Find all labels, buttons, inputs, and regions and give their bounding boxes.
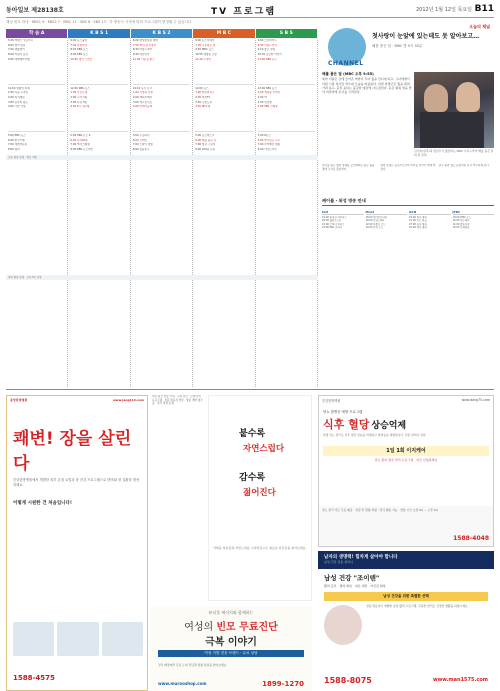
grid-separator bbox=[8, 131, 65, 132]
program-entry: 10:55 생방송 오늘 bbox=[195, 53, 217, 57]
channel-word: CHANNEL bbox=[328, 60, 364, 67]
grid-separator bbox=[258, 131, 315, 132]
cable-channel-column bbox=[409, 208, 451, 229]
ad4-headline-a: 식후 혈당 bbox=[323, 418, 370, 431]
program-entry: 6:00 브레인 bbox=[132, 138, 147, 142]
cable-program-entry: 21:00 코미디 빅리그 bbox=[322, 222, 345, 226]
program-entry: 3:00 다큐 3일 bbox=[70, 100, 88, 104]
cable-channel-name: tvN bbox=[322, 210, 364, 215]
cable-program-entry: 23:00 심야 영화 bbox=[409, 222, 427, 226]
program-entry: 7:00 빛과 그림자 bbox=[195, 143, 216, 147]
section-title: TV 프로그램 bbox=[211, 7, 277, 17]
drama-still-photo bbox=[414, 72, 494, 148]
program-entry: 4:00 6시 내고향 bbox=[70, 105, 90, 109]
ad3-phone[interactable]: 1899-1270 bbox=[262, 680, 304, 688]
cable-channel-name: JTBC bbox=[453, 210, 495, 215]
program-entry: 11:00 SBS 뉴스 bbox=[257, 57, 277, 61]
ad1-headline: 쾌변! 장을 살린다 bbox=[13, 429, 132, 474]
ad5-product-image bbox=[324, 605, 362, 645]
program-entry: 6:00 추적60분 bbox=[70, 138, 88, 142]
page-header bbox=[6, 4, 494, 18]
program-entry: 6:00 생생정보통 새벽 bbox=[132, 39, 158, 42]
program-entry: 5:00 8뉴스 bbox=[257, 134, 271, 138]
ad4-url[interactable]: www.dang75.com bbox=[461, 398, 490, 402]
timebar-afternoon: 오후 편성 안내 · 정오 이후 bbox=[6, 155, 318, 160]
ad4-brand: 중앙한방병원 bbox=[322, 399, 341, 403]
program-entry: 12:00 SBS 뉴스 bbox=[257, 86, 277, 90]
grid-separator bbox=[195, 131, 252, 132]
program-entry: 4:00 극한 직업 bbox=[8, 105, 26, 109]
program-entry: 1:00 다큐 프라임 bbox=[8, 91, 29, 95]
product-image bbox=[57, 622, 98, 656]
photo-caption: 김수현(왼쪽)과 정일우가 출연하는 MBC 수목드라마 해를 품은 달의 한 장면. bbox=[414, 149, 494, 157]
grid-column-kbs2 bbox=[131, 38, 193, 387]
photo-person-right bbox=[456, 82, 480, 112]
ad5-top-small: 남성 건강 전문 클리닉 bbox=[324, 560, 353, 564]
cable-program-entry: 21:00 미드 특급 bbox=[409, 219, 427, 223]
program-entry: 9:40 여유만만 bbox=[132, 53, 150, 57]
ad3-banner: 여성 가발 전문 브랜드 · 무료 상담 bbox=[158, 650, 304, 657]
mens-health-ad[interactable] bbox=[318, 551, 494, 691]
cable-title: 케이블 · 위성 방송 안내 bbox=[322, 198, 494, 206]
grid-column-edu bbox=[6, 38, 68, 387]
col-header-edu: 학 습 A bbox=[6, 29, 67, 38]
article-col-3: 결국 훤과 월은 운명처럼 다시 마주하게 된다. bbox=[438, 164, 490, 167]
tv-schedule-grid bbox=[6, 29, 318, 387]
ad1-product-images bbox=[13, 622, 143, 656]
today-channel-section bbox=[322, 22, 494, 387]
womens-hair-ad[interactable] bbox=[150, 606, 312, 691]
program-entry: 5:00 드림하이 bbox=[132, 134, 150, 138]
grid-separator bbox=[133, 131, 190, 132]
program-entry: 8:00 명의 bbox=[8, 148, 20, 152]
ad3-headline-a: 여성의 bbox=[184, 622, 217, 633]
cable-program-entry: 22:00 신화방송 bbox=[452, 225, 470, 229]
program-entry: 6:00 뉴스광장 bbox=[70, 39, 88, 42]
grid-column-mbc bbox=[193, 38, 255, 387]
timebar-evening: 저녁 편성 안내 · 오후 5시 이후 bbox=[6, 275, 318, 280]
program-entry: 7:30 기분좋은 날 bbox=[195, 43, 216, 47]
col-header-sbs: S B S bbox=[256, 29, 317, 38]
featured-headline: 첫사랑이 눈앞에 있는데도 못 알아보고… bbox=[372, 33, 480, 40]
ad3-url[interactable]: www.murooshop.com bbox=[158, 681, 207, 686]
ad3-headline bbox=[150, 618, 312, 633]
program-entry: 7:00 역사스페셜 bbox=[70, 143, 90, 147]
cable-program-entry: 23:00 SNL 코리아 bbox=[322, 225, 342, 229]
article-continuation bbox=[322, 164, 494, 194]
cable-program-entry: 01:00 액션 영화 bbox=[409, 225, 427, 229]
featured-article bbox=[322, 72, 412, 94]
program-entry: 6:00 뿌리깊은 나무 bbox=[257, 138, 281, 142]
program-entry: 7:00 세계견문록 bbox=[8, 143, 28, 147]
ad1-tagline: 이렇게 시원한 건 처음입니다! bbox=[13, 500, 72, 506]
article-title: 해를 품은 달 (MBC 오후 9:55) bbox=[322, 72, 374, 76]
hairpiece-ad[interactable] bbox=[150, 395, 312, 601]
article-col-2: 한편 보경은 중전으로서의 자리를 지키기 위해 애쓴다. bbox=[380, 164, 436, 171]
program-entry: 2:00 짝 bbox=[257, 95, 267, 99]
ad3-body: 전국 매장에서 무료 두피 진단과 맞춤 상담을 받아보세요. bbox=[158, 663, 228, 667]
cable-program-entry: 19:00 특선 영화 bbox=[409, 216, 427, 219]
product-image bbox=[13, 622, 54, 656]
grid-separator bbox=[70, 84, 127, 85]
cable-channel-column bbox=[366, 208, 408, 229]
ad3-headline-2: 극복 이야기 bbox=[205, 637, 257, 648]
grid-separator bbox=[133, 84, 190, 85]
program-entry: 8:00 KBS 뉴스라인 bbox=[70, 148, 93, 152]
program-entry: 5:30 엑세스 잉글리시 bbox=[8, 39, 34, 42]
cable-program-entry: 24:00 뮤직 뉴스 bbox=[365, 225, 384, 229]
ad5-info: 전문 의료진이 개발한 남성 활력 프로그램. 꾸준한 관리로 건강한 생활을 되찾으세요. bbox=[366, 604, 469, 608]
ad2-line-4: 젊어진다 bbox=[243, 488, 276, 498]
ad4-mid: 당뇨 합병증 예방 프로그램 bbox=[323, 410, 363, 414]
program-entry: 4:00 SBS 스페셜 bbox=[257, 105, 278, 109]
program-entry: 12:00 KBS 뉴스 bbox=[70, 86, 90, 90]
ad2-promo bbox=[208, 395, 312, 601]
program-entry: 8:30 아침드라마 bbox=[132, 48, 152, 52]
cable-program-entry: 20:00 슈퍼스타K bbox=[365, 219, 384, 223]
ad4-red-text: 당뇨 환자 필수 관리 프로그램 · 지금 신청하세요 bbox=[374, 457, 438, 462]
program-entry: 8:00 어린이 동요 bbox=[8, 53, 29, 57]
ad-divider bbox=[6, 389, 494, 390]
article-col-1: 연우를 닮은 월의 정체를 궁금해하던 훤은 월을 곁에 두기로 결심한다. bbox=[322, 164, 375, 171]
program-entry: 6:00 뉴스투데이 bbox=[195, 39, 215, 42]
ad4-footer: 당뇨 관리 키트 무료 제공 · 상담 후 맞춤 처방 · 전국 배송 가능 · 상담 시간 오전 9시 ~ 오후 6시 bbox=[319, 506, 493, 546]
cable-program-entry: 18:00 엠카운트다운 bbox=[365, 216, 388, 219]
diabetes-ad[interactable] bbox=[318, 395, 494, 547]
program-entry: 7:00 생활영어 bbox=[8, 48, 25, 52]
bowel-health-ad[interactable] bbox=[6, 395, 148, 691]
program-entry: 7:00 부탁해요 캡틴 bbox=[257, 143, 281, 147]
program-entry: 1:00 사랑과 전쟁 bbox=[132, 91, 153, 95]
program-entry: 12:00 뉴스 bbox=[195, 86, 209, 90]
program-entry: 6:00 한국기행 bbox=[8, 138, 25, 142]
cable-channel-name: OCN bbox=[409, 210, 451, 215]
grid-body bbox=[6, 38, 318, 387]
ad1-phone[interactable]: 1588-4575 bbox=[13, 674, 55, 682]
cable-grid bbox=[322, 208, 494, 229]
program-entry: 2:00 시사기획 bbox=[70, 95, 88, 99]
ad5-top-title: 남자의 생명력! 힘차게 살아야 합니다 bbox=[324, 555, 398, 560]
program-entry: 8:00 나이트라인 bbox=[257, 148, 277, 152]
program-entry: 5:00 KBS 뉴스 9 bbox=[70, 134, 91, 138]
ad5-list: 활력 증진 · 체력 회복 · 피로 개선 · 자신감 회복 bbox=[324, 584, 386, 588]
program-entry: 7:00 스파이 명월 bbox=[132, 143, 153, 147]
article-body: 세자 이훤은 궁에 들어온 액받이 무녀 월을 만나게 되고, 그녀에게서 어린 시절 첫사랑 연우의 모습을 떠올린다. 한편 양명군은 월을 데려가려 하고, 중전 윤씨는 불길한 예감에 사로잡힌다. 운은 훤의 명을 받아 비밀리에 조사를 시작한다. bbox=[322, 77, 412, 95]
cable-program-entry: 20:00 인수대비 bbox=[452, 219, 470, 223]
program-entry: 3:00 개그콘서트 bbox=[132, 100, 152, 104]
program-entry: 9:10 좋은 아침 bbox=[257, 48, 276, 52]
grid-column-sbs bbox=[256, 38, 318, 387]
program-entry: 4:00 연예가중계 bbox=[132, 105, 152, 109]
channel-info-bar: 채널 번호 안내 · KBS1 9 · KBS2 7 · MBC 11 · SBS 6 · EBS 13 · 각 방송사 사정에 따라 프로그램이 변경될 수 있습니다 bbox=[6, 20, 192, 24]
program-entry: 8:00 100분 토론 bbox=[195, 148, 216, 152]
ad2-line-2: 자연스럽다 bbox=[243, 444, 285, 454]
col-header-kbs1: K B S 1 bbox=[68, 29, 129, 38]
cable-program-entry: 20:00 롤러코스터 bbox=[322, 219, 342, 223]
program-entry: 7:00 아침마당 bbox=[70, 43, 88, 47]
masthead: 동아일보 제28138호 bbox=[6, 7, 64, 14]
grid-separator bbox=[195, 84, 252, 85]
grid-separator bbox=[258, 84, 315, 85]
ad3-intro: 뷰티풀 에이지와 함께하는 bbox=[208, 610, 254, 615]
program-entry: 10:30 궁금한 이야기 bbox=[257, 53, 282, 57]
cable-channel-name: Mnet bbox=[366, 210, 408, 215]
program-entry: 8:25 KBS 뉴스 bbox=[70, 48, 88, 52]
grid-separator bbox=[8, 84, 65, 85]
cable-program-entry: 19:00 화성인 바이러스 bbox=[322, 216, 347, 219]
program-entry: 11:00 이웃집 찰스 bbox=[132, 57, 155, 61]
program-entry: 9:00 KBS 뉴스 bbox=[70, 53, 88, 57]
program-entry: 3:30 무한도전 bbox=[195, 100, 212, 104]
ad5-title: 남성 건강 "조이텐" bbox=[324, 574, 380, 582]
ad4-headline bbox=[323, 416, 489, 432]
grid-column-kbs1 bbox=[68, 38, 130, 387]
program-entry: 1:00 가요무대 bbox=[70, 91, 88, 95]
ad5-body bbox=[324, 605, 488, 645]
program-entry: 3:00 런닝맨 bbox=[257, 100, 272, 104]
ad2-small-text: 가벼운 착용감과 자연스러운 스타일링으로 새로운 자신감을 찾아보세요. bbox=[213, 546, 307, 550]
program-entry: 4:30 PD수첩 bbox=[195, 105, 211, 109]
ad2-text-column: 여성 탈모 상담 안내 · 두피 진단 · 모발 관리 프로그램 · 전문 의료진 상담 · 방문 예약 접수 중 · 전국 지점 운영 bbox=[152, 395, 203, 406]
program-entry: 2:00 지식채널 bbox=[8, 95, 25, 99]
ad4-top bbox=[319, 396, 493, 405]
ad5-url[interactable]: www.man1575.com bbox=[432, 677, 488, 683]
program-entry: 6:00 해를 품은 달 bbox=[195, 138, 217, 142]
ad1-subtext: 중앙한방병원에서 개발한 복부 온열 요법과 장 건강 프로그램으로 변비와 장 질환을 개선하세요. bbox=[13, 478, 140, 487]
program-entry: 8:00 승승장구 bbox=[132, 148, 150, 152]
photo-person-left bbox=[424, 84, 448, 112]
program-entry: 2:00 해피투게더 bbox=[132, 95, 152, 99]
grid-separator bbox=[70, 131, 127, 132]
ad2-line-1: 붙수록 bbox=[239, 429, 266, 439]
ad4-phone[interactable]: 1588-4048 bbox=[453, 535, 489, 542]
ad1-brand: 중앙한방병원 bbox=[10, 398, 28, 402]
featured-subhead: 해를 품은 달 · MBC 밤 9시 55분 bbox=[372, 44, 423, 48]
program-entry: 7:50 TV소설 사랑아 bbox=[132, 43, 157, 47]
product-image bbox=[102, 622, 143, 656]
program-entry: 9:00 세계테마기행 bbox=[8, 57, 30, 61]
col-header-mbc: M B C bbox=[193, 29, 254, 38]
ad4-desc: 한방 당뇨 관리로 식후 혈당 상승을 억제하고 합병증을 예방합니다. 전문 한의사 상담. bbox=[323, 433, 427, 437]
ad1-top bbox=[7, 396, 147, 406]
today-label: 오늘의 채널 bbox=[469, 24, 490, 29]
program-entry: 1:00 생방송 투데이 bbox=[257, 91, 281, 95]
ad5-top bbox=[318, 551, 494, 569]
program-entry: 3:00 공부의 왕도 bbox=[8, 100, 29, 104]
cable-program-entry: 21:00 발효가족 bbox=[452, 222, 470, 226]
page-number: B11 bbox=[474, 4, 494, 14]
program-entry: 9:45 MBC 뉴스 bbox=[195, 48, 214, 52]
ad2-line-3: 감수록 bbox=[239, 473, 266, 483]
col-header-kbs2: K B S 2 bbox=[131, 29, 192, 38]
program-entry: 6:00 모닝와이드 bbox=[257, 39, 277, 42]
program-entry: 1:00 일일연속극 bbox=[195, 91, 215, 95]
ad4-bar: 1일 1회 이지케어 bbox=[323, 446, 489, 456]
program-entry: 12:10 뮤직 토크 bbox=[132, 86, 152, 90]
issue-date: 2012년 1월 12일 목요일 bbox=[415, 7, 472, 13]
ad5-banner: 남성 건강을 위한 특별한 선택 bbox=[324, 592, 488, 601]
ad5-phone[interactable]: 1588-8075 bbox=[324, 676, 372, 685]
grid-column-headers bbox=[6, 29, 318, 38]
ad4-headline-b: 상승억제 bbox=[371, 421, 407, 431]
channel-logo bbox=[328, 28, 368, 66]
program-entry: 8:30 아침드라마 bbox=[257, 43, 277, 47]
cable-schedule bbox=[322, 198, 494, 387]
ad3-headline-b: 빈모 무료진단 bbox=[216, 622, 278, 633]
program-entry: 6:00 영어 입문 bbox=[8, 43, 26, 47]
program-entry: 12:00 생활의 지혜 bbox=[8, 86, 30, 90]
cable-program-entry: 22:00 비틀즈 코드 bbox=[365, 222, 386, 226]
photo-background bbox=[420, 112, 484, 148]
program-entry: 11:20 드라마 bbox=[195, 57, 212, 61]
cable-channel-column bbox=[453, 208, 495, 229]
program-entry: 5:00 EBS 뉴스 bbox=[8, 134, 26, 138]
cable-program-entry: 19:00 JTBC 뉴스 bbox=[452, 216, 471, 219]
program-entry: 5:00 뉴스데스크 bbox=[195, 134, 215, 138]
program-entry: 10:00 명작 스캔들 bbox=[70, 57, 93, 61]
program-entry: 2:30 섹션TV bbox=[195, 95, 211, 99]
ad1-url[interactable]: www.jang114.com bbox=[113, 398, 144, 402]
cable-channel-column bbox=[322, 208, 364, 229]
